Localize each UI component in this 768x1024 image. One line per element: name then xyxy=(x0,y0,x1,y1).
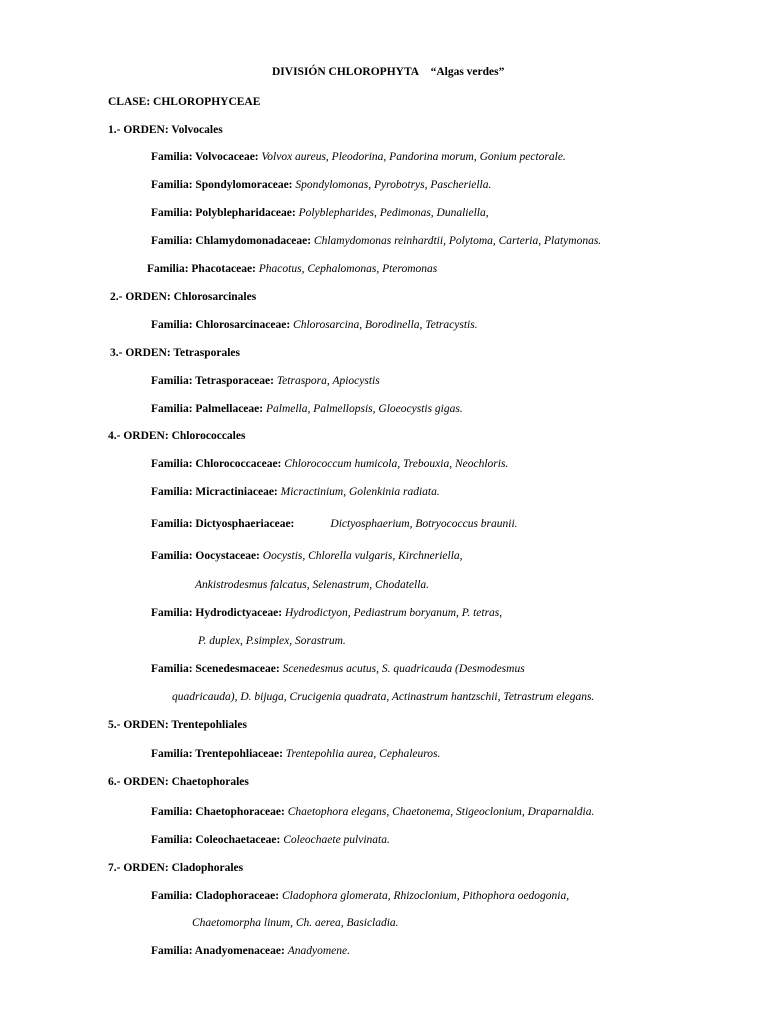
familia-entry xyxy=(151,235,601,247)
taxa-continuation: Chaetomorpha linum, Ch. aerea, Basicladia. xyxy=(192,917,399,929)
familia-label: Familia: Phacotaceae: xyxy=(147,263,256,275)
orden-heading: 2.- ORDEN: Chlorosarcinales xyxy=(110,291,257,303)
orden-heading: 5.- ORDEN: Trentepohliales xyxy=(108,719,247,731)
familia-label: Familia: Coleochaetaceae: xyxy=(151,834,281,846)
familia-entry xyxy=(151,806,594,818)
taxa-list: Scenedesmus acutus, S. quadricauda (Desmodesmus xyxy=(282,663,525,675)
title-subtitle: “Algas verdes” xyxy=(430,66,505,78)
familia-entry xyxy=(151,663,525,675)
taxa-list: Anadyomene. xyxy=(287,945,350,957)
taxa-list: Chlamydomonas reinhardtii, Polytoma, Carteria, Platymonas. xyxy=(313,235,602,247)
taxa-list: Cladophora glomerata, Rhizoclonium, Pithophora oedogonia, xyxy=(281,890,570,902)
taxa-list: Coleochaete pulvinata. xyxy=(283,834,390,846)
title-text: DIVISIÓN CHLOROPHYTA xyxy=(272,66,420,78)
familia-entry xyxy=(151,834,390,846)
familia-label: Familia: Volvocaceae: xyxy=(151,151,259,163)
taxa-list: Volvox aureus, Pleodorina, Pandorina morum, Gonium pectorale. xyxy=(261,151,566,163)
orden-heading: 3.- ORDEN: Tetrasporales xyxy=(110,347,241,359)
familia-entry xyxy=(151,403,463,415)
familia-label: Familia: Scenedesmaceae: xyxy=(151,663,280,675)
familia-label: Familia: Hydrodictyaceae: xyxy=(151,607,283,619)
taxa-list: Chlorococcum humicola, Trebouxia, Neochloris. xyxy=(284,458,509,470)
taxa-list: Spondylomonas, Pyrobotrys, Pascheriella. xyxy=(295,179,492,191)
familia-entry xyxy=(151,151,566,163)
taxa-list: Palmella, Palmellopsis, Gloeocystis gigas. xyxy=(265,403,463,415)
familia-entry xyxy=(151,375,380,387)
familia-label: Familia: Dictyosphaeriaceae: xyxy=(151,518,295,530)
document-title xyxy=(272,66,504,78)
familia-label: Familia: Tetrasporaceae: xyxy=(151,375,274,387)
familia-entry xyxy=(151,550,463,562)
taxa-continuation: Ankistrodesmus falcatus, Selenastrum, Chodatella. xyxy=(195,579,430,591)
taxa-list: Oocystis, Chlorella vulgaris, Kirchneriella, xyxy=(262,550,463,562)
taxa-list: Hydrodictyon, Pediastrum boryanum, P. tetras, xyxy=(284,607,503,619)
orden-heading: 4.- ORDEN: Chlorococcales xyxy=(108,430,246,442)
familia-label: Familia: Micractiniaceae: xyxy=(151,486,278,498)
familia-entry xyxy=(151,486,440,498)
familia-entry xyxy=(151,945,350,957)
familia-label: Familia: Chaetophoraceae: xyxy=(151,806,285,818)
familia-label: Familia: Palmellaceae: xyxy=(151,403,264,415)
familia-label: Familia: Oocystaceae: xyxy=(151,550,260,562)
taxa-list: Chlorosarcina, Borodinella, Tetracystis. xyxy=(293,319,478,331)
familia-entry xyxy=(151,518,518,530)
familia-label: Familia: Polyblepharidaceae: xyxy=(151,207,296,219)
familia-entry xyxy=(147,263,437,275)
clase-heading: CLASE: CHLOROPHYCEAE xyxy=(108,96,261,108)
familia-entry xyxy=(151,458,508,470)
taxa-list: Trentepohlia aurea, Cephaleuros. xyxy=(285,748,441,760)
taxa-list: Chaetophora elegans, Chaetonema, Stigeoclonium, Draparnaldia. xyxy=(287,806,595,818)
familia-entry xyxy=(151,607,502,619)
taxa-continuation: P. duplex, P.simplex, Sorastrum. xyxy=(198,635,346,647)
familia-entry xyxy=(151,890,569,902)
familia-label: Familia: Chlorosarcinaceae: xyxy=(151,319,291,331)
orden-heading: 1.- ORDEN: Volvocales xyxy=(108,124,223,136)
taxa-list: Tetraspora, Apiocystis xyxy=(276,375,380,387)
orden-heading: 6.- ORDEN: Chaetophorales xyxy=(108,776,249,788)
familia-label: Familia: Cladophoraceae: xyxy=(151,890,280,902)
taxa-list: Polyblepharides, Pedimonas, Dunaliella, xyxy=(298,207,489,219)
familia-entry xyxy=(151,179,491,191)
familia-label: Familia: Spondylomoraceae: xyxy=(151,179,293,191)
taxa-list: Micractinium, Golenkinia radiata. xyxy=(280,486,440,498)
familia-label: Familia: Chlamydomonadaceae: xyxy=(151,235,312,247)
familia-entry xyxy=(151,207,489,219)
taxa-continuation: quadricauda), D. bijuga, Crucigenia quadrata, Actinastrum hantzschii, Tetrastrum elegans. xyxy=(172,691,595,703)
familia-label: Familia: Trentepohliaceae: xyxy=(151,748,283,760)
familia-label: Familia: Anadyomenaceae: xyxy=(151,945,285,957)
orden-heading: 7.- ORDEN: Cladophorales xyxy=(108,862,244,874)
familia-entry xyxy=(151,319,478,331)
familia-entry xyxy=(151,748,440,760)
taxa-list: Phacotus, Cephalomonas, Pteromonas xyxy=(258,263,438,275)
familia-label: Familia: Chlorococcaceae: xyxy=(151,458,282,470)
taxa-list: Dictyosphaerium, Botryococcus braunii. xyxy=(330,518,518,530)
